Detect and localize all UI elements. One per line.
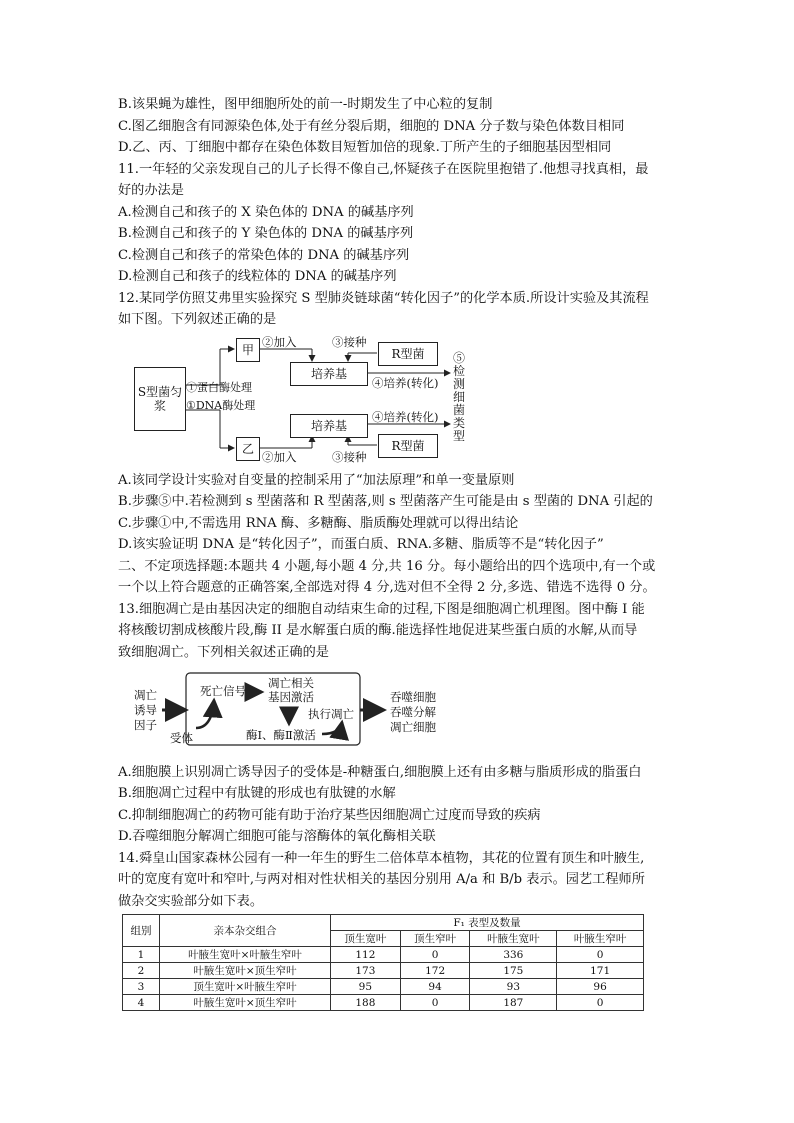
table-row <box>123 995 644 1011</box>
q14-stem-1: 14.舜皇山国家森林公园有一种一年生的野生二倍体草本植物，其花的位置有顶生和叶腋生, <box>118 851 645 866</box>
section2-heading-2: 一个以上符合题意的正确答案,全部选对得 4 分,选对但不全得 2 分,多选、错选不选得 0 分。 <box>118 580 656 595</box>
r-type-bacteria-2: R型菌 <box>378 434 438 458</box>
table-cell: 顶生宽叶×叶腋生窄叶 <box>160 979 331 995</box>
q11-stem-1: 11.一年轻的父亲发现自己的儿子长得不像自己,怀疑孩子在医院里抱错了.他想寻找真相，最 <box>118 162 649 177</box>
subheader-cell: 顶生宽叶 <box>331 931 401 947</box>
inducer-line-1: 凋亡 <box>134 688 157 702</box>
step1-dnase-label: ①DNA酶处理 <box>186 399 256 412</box>
table-cell: 0 <box>400 947 470 963</box>
table-row <box>123 979 644 995</box>
cross-experiment-table <box>122 914 644 1011</box>
inducer-line-3: 因子 <box>134 718 157 732</box>
q12-option-a: A.该同学设计实验对自变量的控制采用了“加法原理”和单一变量原则 <box>118 473 515 488</box>
q10-option-c: C.图乙细胞含有同源染色体,处于有丝分裂后期，细胞的 DNA 分子数与染色体数目相同 <box>118 119 625 134</box>
execute-apoptosis-label: 执行凋亡 <box>308 707 354 721</box>
tube-jia: 甲 <box>236 338 260 362</box>
step1-protease-label: ①蛋白酶处理 <box>186 381 252 394</box>
table-cell: 188 <box>331 995 401 1011</box>
death-signal-label: 死亡信号 <box>200 684 246 698</box>
table-cell: 4 <box>123 995 160 1011</box>
step4-label-top: ④培养(转化) <box>372 376 439 390</box>
table-row <box>123 947 644 963</box>
phago-line-3: 凋亡细胞 <box>390 720 436 734</box>
table-cell: 0 <box>557 947 644 963</box>
table-cell: 187 <box>470 995 557 1011</box>
gene-activation-line-2: 基因激活 <box>268 690 314 704</box>
table-cell: 2 <box>123 963 160 979</box>
table-cell: 叶腋生宽叶×叶腋生窄叶 <box>160 947 331 963</box>
gene-activation-label <box>268 676 314 704</box>
q12-option-d: D.该实验证明 DNA 是“转化因子”，而蛋白质、RNA.多糖、脂质等不是“转化因子” <box>118 537 604 552</box>
table-cell: 94 <box>400 979 470 995</box>
step5-label: ⑤检测细菌类型 <box>452 351 465 443</box>
table-cell: 172 <box>400 963 470 979</box>
table-cell: 0 <box>557 995 644 1011</box>
table-row <box>123 963 644 979</box>
table-cell: 1 <box>123 947 160 963</box>
q11-option-d: D.检测自己和孩子的线粒体的 DNA 的碱基序列 <box>118 269 397 284</box>
q11-option-a: A.检测自己和孩子的 X 染色体的 DNA 的碱基序列 <box>118 205 414 220</box>
culture-medium-1: 培养基 <box>290 362 368 386</box>
subheader-cell: 叶腋生宽叶 <box>470 931 557 947</box>
table-cell: 336 <box>470 947 557 963</box>
q13-option-c: C.抑制细胞凋亡的药物可能有助于治疗某些因细胞凋亡过度而导致的疾病 <box>118 808 541 823</box>
subheader-cell: 叶腋生窄叶 <box>557 931 644 947</box>
q13-option-d: D.吞噬细胞分解凋亡细胞可能与溶酶体的氧化酶相关联 <box>118 829 436 844</box>
q12-option-b: B.步骤⑤中.若检测到 s 型菌落和 R 型菌落,则 s 型菌落产生可能是由 s 型菌的 DNA 引起的 <box>118 494 653 509</box>
table-cell: 叶腋生宽叶×顶生窄叶 <box>160 995 331 1011</box>
table-cell: 3 <box>123 979 160 995</box>
q11-option-b: B.检测自己和孩子的 Y 染色体的 DNA 的碱基序列 <box>118 226 414 241</box>
q13-stem-3: 致细胞凋亡。下列相关叙述正确的是 <box>118 645 329 660</box>
section2-heading-1: 二、不定项选择题:本题共 4 小题,每小题 4 分,共 16 分。每小题给出的四个选项中,有一个或 <box>118 559 656 574</box>
table-cell: 175 <box>470 963 557 979</box>
table-cell: 叶腋生宽叶×顶生窄叶 <box>160 963 331 979</box>
q14-stem-2: 叶的宽度有宽叶和窄叶,与两对相对性状相关的基因分别用 A/a 和 B/b 表示。园艺工程师所 <box>118 872 645 887</box>
table-cell: 0 <box>400 995 470 1011</box>
q12-stem-1: 12.某同学仿照艾弗里实验探究 S 型肺炎链球菌“转化因子”的化学本质.所设计实验及其流程 <box>118 291 649 306</box>
phago-line-1: 吞噬细胞 <box>390 690 436 704</box>
q10-option-d: D.乙、丙、丁细胞中都存在染色体数目短暂加倍的现象.丁所产生的子细胞基因型相同 <box>118 140 612 155</box>
enzyme-activation-label: 酶I、酶Ⅱ激活 <box>246 728 316 742</box>
step2-label-bottom: ②加入 <box>262 450 297 464</box>
table-cell: 171 <box>557 963 644 979</box>
step3-label-bottom: ③接种 <box>332 450 367 464</box>
culture-medium-2: 培养基 <box>290 414 368 438</box>
table-cell: 96 <box>557 979 644 995</box>
q10-option-b: B.该果蝇为雄性，图甲细胞所处的前一-时期发生了中心粒的复制 <box>118 97 493 112</box>
s-type-bacteria-box: S型菌匀浆 <box>134 367 186 431</box>
q13-stem-1: 13.细胞凋亡是由基因决定的细胞自动结束生命的过程,下图是细胞凋亡机理图。图中酶 I 能 <box>118 602 645 617</box>
q13-option-a: A.细胞膜上识别凋亡诱导因子的受体是-种糖蛋白,细胞膜上还有由多糖与脂质形成的脂蛋白 <box>118 765 642 780</box>
subheader-cell: 顶生窄叶 <box>400 931 470 947</box>
q14-stem-3: 做杂交实验部分如下表。 <box>118 894 264 909</box>
r-type-bacteria-1: R型菌 <box>378 342 438 366</box>
phago-line-2: 吞噬分解 <box>390 705 436 719</box>
table-cell: 173 <box>331 963 401 979</box>
receptor-label: 受体 <box>170 731 193 745</box>
apoptosis-inducer <box>134 688 157 733</box>
inducer-line-2: 诱导 <box>134 703 157 717</box>
q12-option-c: C.步骤①中,不需选用 RNA 酶、多糖酶、脂质酶处理就可以得出结论 <box>118 516 519 531</box>
q13-stem-2: 将核酸切割成核酸片段,酶 II 是水解蛋白质的酶.能选择性地促进某些蛋白质的水解,从而导 <box>118 623 638 638</box>
table-cell: 112 <box>331 947 401 963</box>
step4-label-bottom: ④培养(转化) <box>372 410 439 424</box>
header-parents: 亲本杂交组合 <box>160 915 331 947</box>
table-cell: 93 <box>470 979 557 995</box>
header-f1: F₁ 表型及数量 <box>331 915 644 931</box>
gene-activation-line-1: 凋亡相关 <box>268 676 314 690</box>
header-group: 组别 <box>123 915 160 947</box>
q12-stem-2: 如下图。下列叙述正确的是 <box>118 312 277 327</box>
step3-label-top: ③接种 <box>332 335 367 349</box>
step2-label-top: ②加入 <box>262 335 297 349</box>
q11-stem-2: 好的办法是 <box>118 183 184 198</box>
table-header-row <box>123 915 644 931</box>
q11-option-c: C.检测自己和孩子的常染色体的 DNA 的碱基序列 <box>118 248 410 263</box>
table-cell: 95 <box>331 979 401 995</box>
tube-yi: 乙 <box>236 437 260 461</box>
q13-option-b: B.细胞凋亡过程中有肽键的形成也有肽键的水解 <box>118 786 396 801</box>
phagocyte-label <box>390 690 436 735</box>
